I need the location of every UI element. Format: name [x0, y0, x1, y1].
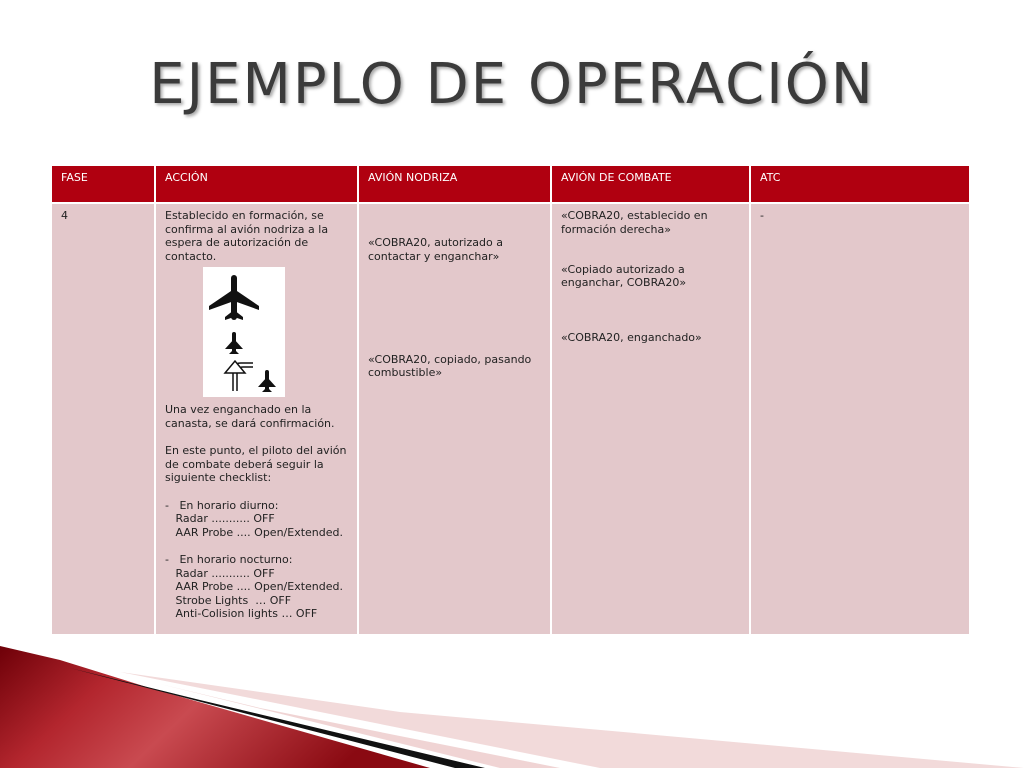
cell-fase: 4 — [52, 204, 156, 636]
checklist-diurno: - En horario diurno: Radar ........... OFF AAR Probe .... Open/Extended. — [165, 498, 343, 539]
nodriza-message: «COBRA20, autorizado a contactar y enganchar» — [368, 236, 503, 263]
header-atc: ATC — [751, 166, 971, 204]
header-fase: FASE — [52, 166, 156, 204]
cell-atc: - — [751, 204, 971, 636]
slide-title: EJEMPLO DE OPERACIÓN — [149, 52, 875, 117]
accion-checklist-intro: En este punto, el piloto del avión de combate deberá seguir la siguiente checklist: — [165, 444, 347, 485]
header-avion-de-combate: AVIÓN DE COMBATE — [552, 166, 751, 204]
header-avion-nodriza: AVIÓN NODRIZA — [359, 166, 552, 204]
combate-message: «Copiado autorizado a enganchar, COBRA20» — [561, 262, 687, 290]
header-accion: ACCIÓN — [156, 166, 359, 204]
accion-intro: Establecido en formación, se confirma al avión nodriza a la espera de autorización de contacto. — [165, 209, 329, 263]
checklist-nocturno: - En horario nocturno: Radar ........... OFF AAR Probe .... Open/Extended. Strobe Lights … OFF Anti-Colision lights … OFF — [165, 552, 343, 621]
combate-message: «COBRA20, enganchado» — [561, 330, 702, 344]
nodriza-message: «COBRA20, copiado, pasando combustible» — [368, 352, 532, 380]
combate-message: «COBRA20, establecido en formación derecha» — [561, 209, 708, 236]
accion-after-image: Una vez enganchado en la canasta, se dará confirmación. — [165, 403, 335, 430]
